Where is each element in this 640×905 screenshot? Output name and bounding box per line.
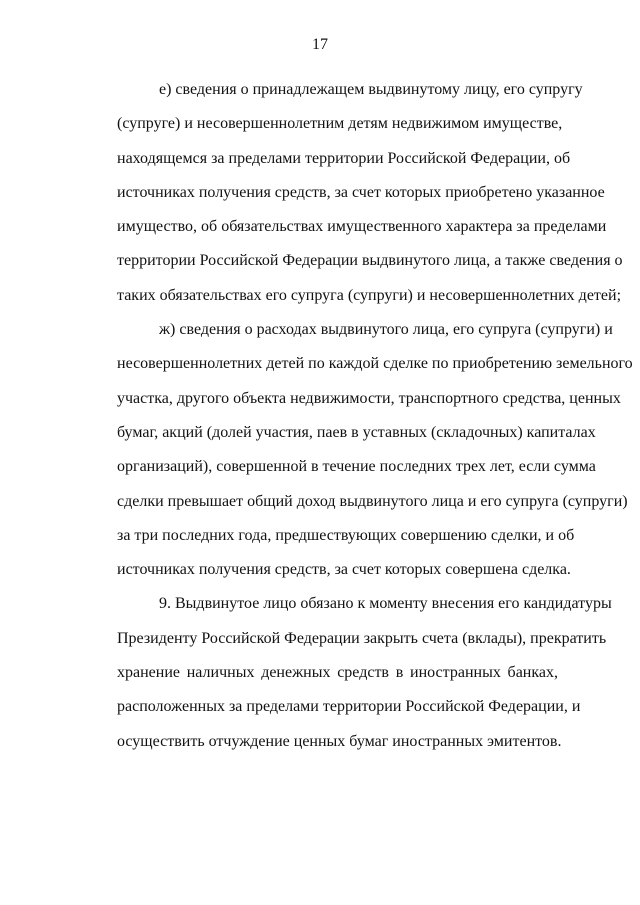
text-line: несовершеннолетних детей по каждой сделке по приобретению земельного — [117, 355, 633, 373]
text-line: таких обязательствах его супруга (супруги) и несовершеннолетних детей; — [117, 286, 622, 304]
text-line: участка, другого объекта недвижимости, транспортного средства, ценных — [117, 389, 621, 407]
text-line: источниках получения средств, за счет которых приобретено указанное — [117, 183, 605, 201]
text-line: организаций), совершенной в течение последних трех лет, если сумма — [117, 458, 596, 476]
text-line: за три последних года, предшествующих совершению сделки, и об — [117, 526, 575, 544]
text-line: (супруге) и несовершеннолетним детям недвижимом имуществе, — [117, 115, 563, 133]
text-line: сделки превышает общий доход выдвинутого лица и его супруга (супруги) — [117, 492, 628, 510]
text-line: хранение наличных денежных средств в иностранных банках, — [117, 664, 558, 682]
text-line: 9. Выдвинутое лицо обязано к моменту внесения его кандидатуры — [159, 595, 612, 613]
document-body — [75, 73, 633, 759]
text-line: источниках получения средств, за счет которых совершена сделка. — [117, 561, 571, 579]
paragraph-zh — [75, 313, 633, 587]
text-line: осуществить отчуждение ценных бумаг иностранных эмитентов. — [117, 732, 562, 750]
text-line: расположенных за пределами территории Российской Федерации, и — [117, 698, 581, 716]
text-line: ж) сведения о расходах выдвинутого лица, его супруга (супруги) и — [159, 321, 613, 339]
text-line: бумаг, акций (долей участия, паев в уставных (складочных) капиталах — [117, 423, 596, 441]
paragraph-9 — [75, 587, 612, 758]
text-line: находящемся за пределами территории Российской Федерации, об — [117, 149, 571, 167]
page-number: 17 — [312, 36, 328, 53]
paragraph-e — [75, 73, 623, 313]
text-line: имущество, об обязательствах имущественного характера за пределами — [117, 218, 607, 236]
text-line: территории Российской Федерации выдвинутого лица, а также сведения о — [117, 252, 623, 270]
text-line: Президенту Российской Федерации закрыть счета (вклады), прекратить — [117, 629, 607, 647]
text-line: е) сведения о принадлежащем выдвинутому лицу, его супругу — [159, 81, 583, 98]
